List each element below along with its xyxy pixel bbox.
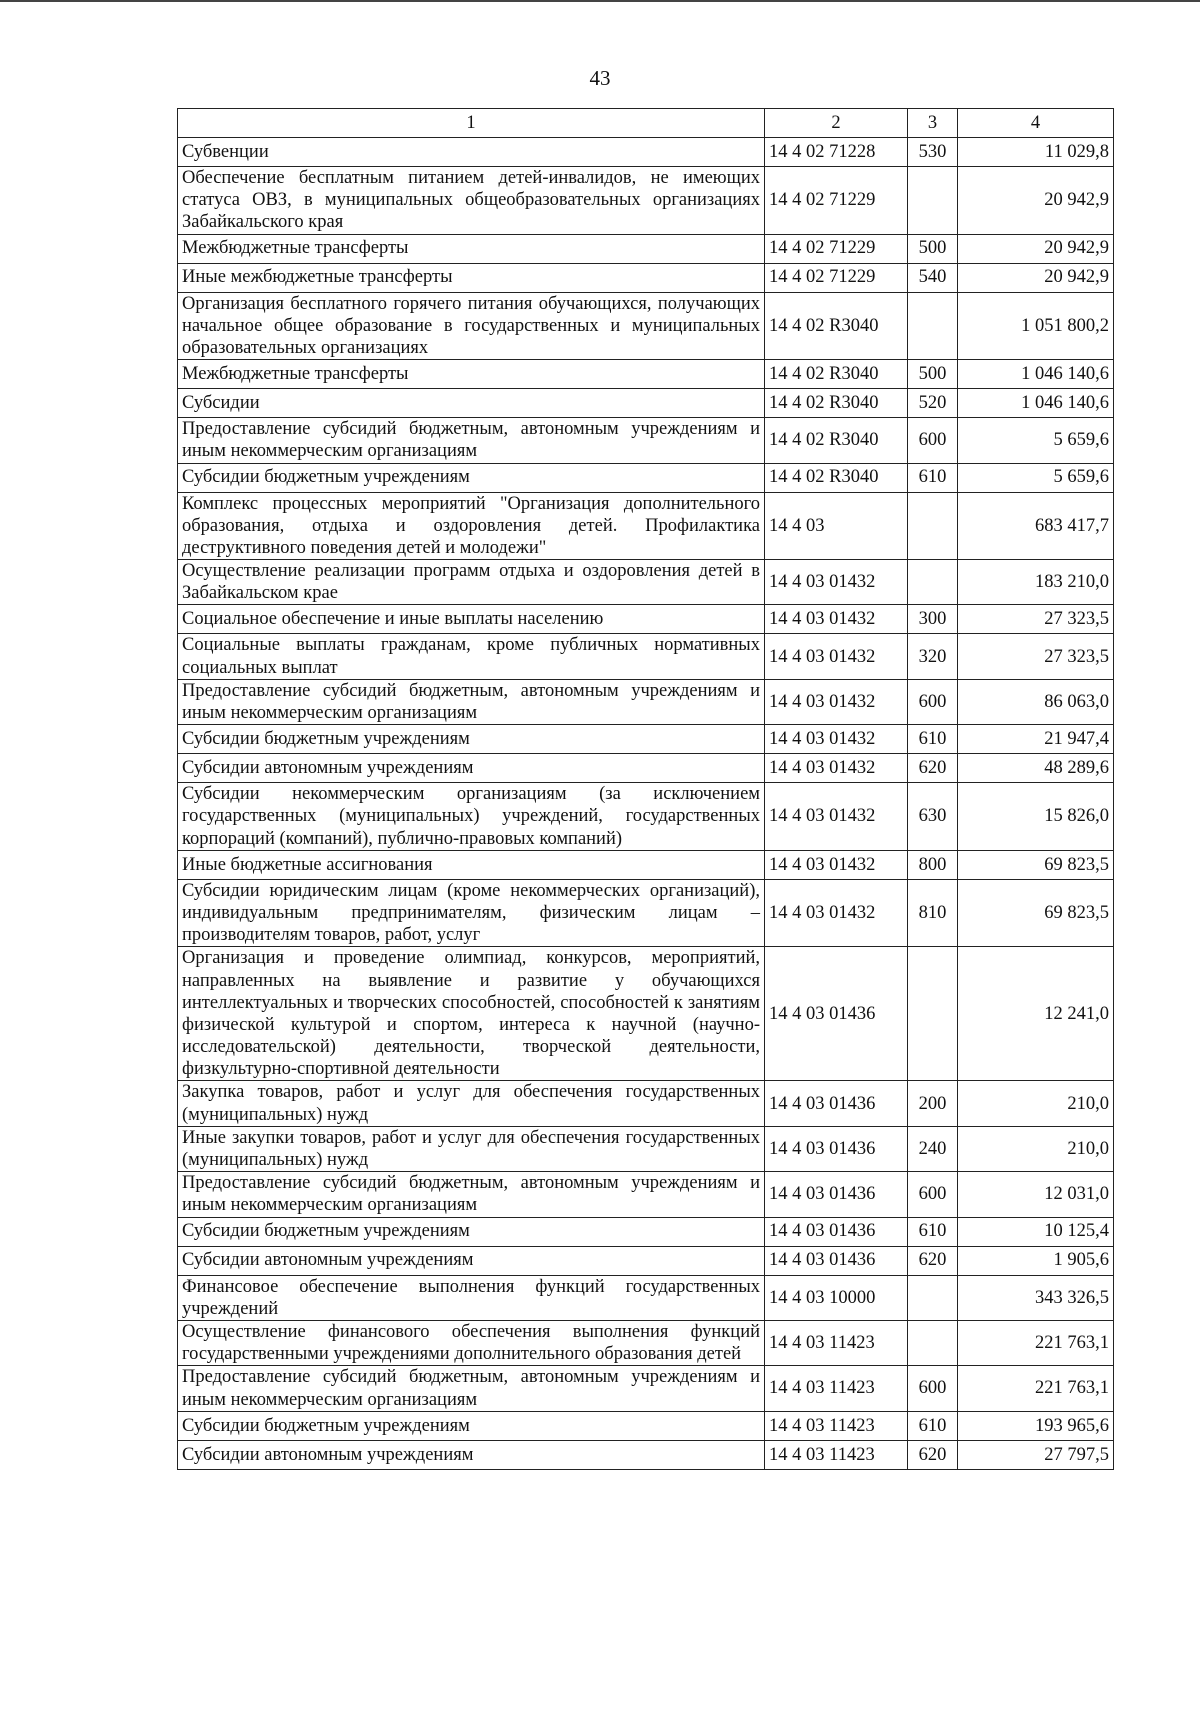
row-type-cell [908,492,958,560]
row-amount-cell: 5 659,6 [958,463,1114,492]
row-type-cell: 610 [908,1411,958,1440]
row-amount-cell: 210,0 [958,1081,1114,1126]
table-row [178,725,1114,754]
row-name-cell: Иные закупки товаров, работ и услуг для обеспечения государственных (муниципальных) нужд [178,1126,765,1171]
table-row [178,634,1114,679]
row-amount-cell: 11 029,8 [958,138,1114,167]
row-type-cell [908,560,958,605]
row-name-cell: Иные бюджетные ассигнования [178,850,765,879]
table-row [178,1366,1114,1411]
row-amount-cell: 1 905,6 [958,1246,1114,1275]
row-amount-cell: 210,0 [958,1126,1114,1171]
row-code-cell: 14 4 02 R3040 [765,360,908,389]
table-row [178,1172,1114,1217]
row-amount-cell: 20 942,9 [958,263,1114,292]
row-type-cell: 610 [908,463,958,492]
row-type-cell: 520 [908,389,958,418]
row-code-cell: 14 4 03 01432 [765,560,908,605]
row-amount-cell: 48 289,6 [958,754,1114,783]
row-code-cell: 14 4 03 10000 [765,1275,908,1320]
row-code-cell: 14 4 03 01432 [765,879,908,947]
row-code-cell: 14 4 02 71229 [765,263,908,292]
row-code-cell: 14 4 02 R3040 [765,418,908,463]
row-amount-cell: 27 323,5 [958,605,1114,634]
row-amount-cell: 183 210,0 [958,560,1114,605]
table-row [178,605,1114,634]
row-name-cell: Субсидии юридическим лицам (кроме некоммерческих организаций), индивидуальным предпринимателям, физическим лицам – производителям товаров, работ, услуг [178,879,765,947]
row-type-cell: 810 [908,879,958,947]
column-header: 3 [908,109,958,138]
row-name-cell: Комплекс процессных мероприятий "Организация дополнительного образования, отдыха и оздоровления детей. Профилактика деструктивного поведения детей и молодежи" [178,492,765,560]
table-row [178,234,1114,263]
table-row [178,1275,1114,1320]
row-code-cell: 14 4 03 01436 [765,947,908,1081]
row-type-cell: 540 [908,263,958,292]
table-row [178,1217,1114,1246]
row-amount-cell: 193 965,6 [958,1411,1114,1440]
row-type-cell [908,167,958,235]
row-type-cell [908,947,958,1081]
row-code-cell: 14 4 02 71229 [765,234,908,263]
column-header: 2 [765,109,908,138]
row-code-cell: 14 4 02 71228 [765,138,908,167]
row-name-cell: Субсидии автономным учреждениям [178,754,765,783]
row-amount-cell: 20 942,9 [958,234,1114,263]
budget-table [177,108,1114,1470]
row-type-cell [908,1275,958,1320]
table-row [178,1411,1114,1440]
row-name-cell: Субсидии бюджетным учреждениям [178,1217,765,1246]
row-code-cell: 14 4 03 11423 [765,1320,908,1365]
table-row [178,418,1114,463]
row-type-cell: 610 [908,1217,958,1246]
row-type-cell [908,292,958,360]
table-row [178,360,1114,389]
row-amount-cell: 12 241,0 [958,947,1114,1081]
row-type-cell: 500 [908,360,958,389]
row-code-cell: 14 4 03 11423 [765,1366,908,1411]
table-row [178,389,1114,418]
column-header: 1 [178,109,765,138]
table-row [178,292,1114,360]
table-row [178,879,1114,947]
row-type-cell: 530 [908,138,958,167]
row-amount-cell: 12 031,0 [958,1172,1114,1217]
row-amount-cell: 27 323,5 [958,634,1114,679]
scan-edge [0,0,1200,2]
row-name-cell: Предоставление субсидий бюджетным, автономным учреждениям и иным некоммерческим организациям [178,679,765,724]
row-type-cell: 600 [908,679,958,724]
row-amount-cell: 221 763,1 [958,1320,1114,1365]
header-row [178,109,1114,138]
table-row [178,850,1114,879]
row-code-cell: 14 4 03 01436 [765,1081,908,1126]
row-name-cell: Предоставление субсидий бюджетным, автономным учреждениям и иным некоммерческим организациям [178,1366,765,1411]
row-code-cell: 14 4 03 01432 [765,850,908,879]
row-type-cell: 620 [908,754,958,783]
row-code-cell: 14 4 02 R3040 [765,389,908,418]
row-amount-cell: 1 051 800,2 [958,292,1114,360]
row-name-cell: Субсидии автономным учреждениям [178,1440,765,1469]
row-code-cell: 14 4 03 01432 [765,634,908,679]
row-type-cell: 300 [908,605,958,634]
table-row [178,754,1114,783]
row-name-cell: Финансовое обеспечение выполнения функций государственных учреждений [178,1275,765,1320]
row-name-cell: Социальные выплаты гражданам, кроме публичных нормативных социальных выплат [178,634,765,679]
row-amount-cell: 5 659,6 [958,418,1114,463]
row-name-cell: Предоставление субсидий бюджетным, автономным учреждениям и иным некоммерческим организациям [178,1172,765,1217]
table-row [178,947,1114,1081]
row-name-cell: Межбюджетные трансферты [178,234,765,263]
row-amount-cell: 1 046 140,6 [958,389,1114,418]
row-type-cell: 320 [908,634,958,679]
table-row [178,560,1114,605]
row-name-cell: Закупка товаров, работ и услуг для обеспечения государственных (муниципальных) нужд [178,1081,765,1126]
table-row [178,1246,1114,1275]
row-name-cell: Предоставление субсидий бюджетным, автономным учреждениям и иным некоммерческим организациям [178,418,765,463]
row-code-cell: 14 4 03 01432 [765,754,908,783]
table-row [178,679,1114,724]
row-type-cell [908,1320,958,1365]
row-code-cell: 14 4 02 R3040 [765,292,908,360]
row-code-cell: 14 4 03 01436 [765,1126,908,1171]
row-type-cell: 800 [908,850,958,879]
row-amount-cell: 1 046 140,6 [958,360,1114,389]
row-code-cell: 14 4 03 01432 [765,725,908,754]
row-name-cell: Субвенции [178,138,765,167]
row-name-cell: Субсидии некоммерческим организациям (за исключением государственных (муниципальных) учреждений, государственных корпораций (компаний), публично-правовых компаний) [178,783,765,851]
row-code-cell: 14 4 02 71229 [765,167,908,235]
row-code-cell: 14 4 02 R3040 [765,463,908,492]
table-row [178,263,1114,292]
row-name-cell: Субсидии бюджетным учреждениям [178,1411,765,1440]
row-name-cell: Обеспечение бесплатным питанием детей-инвалидов, не имеющих статуса ОВЗ, в муниципальных общеобразовательных организациях Забайкальского края [178,167,765,235]
table-row [178,167,1114,235]
row-type-cell: 620 [908,1440,958,1469]
column-header: 4 [958,109,1114,138]
row-amount-cell: 343 326,5 [958,1275,1114,1320]
row-code-cell: 14 4 03 01436 [765,1172,908,1217]
table-row [178,1320,1114,1365]
row-code-cell: 14 4 03 01432 [765,605,908,634]
row-type-cell: 600 [908,1172,958,1217]
row-amount-cell: 20 942,9 [958,167,1114,235]
row-type-cell: 600 [908,1366,958,1411]
row-type-cell: 630 [908,783,958,851]
row-type-cell: 620 [908,1246,958,1275]
table-row [178,463,1114,492]
page-number: 43 [589,66,611,90]
row-name-cell: Межбюджетные трансферты [178,360,765,389]
table-row [178,1440,1114,1469]
row-amount-cell: 69 823,5 [958,879,1114,947]
table-row [178,1126,1114,1171]
table-body [178,138,1114,1470]
row-name-cell: Субсидии бюджетным учреждениям [178,725,765,754]
row-code-cell: 14 4 03 11423 [765,1411,908,1440]
row-name-cell: Субсидии бюджетным учреждениям [178,463,765,492]
row-name-cell: Осуществление реализации программ отдыха и оздоровления детей в Забайкальском крае [178,560,765,605]
row-amount-cell: 15 826,0 [958,783,1114,851]
row-code-cell: 14 4 03 01432 [765,783,908,851]
row-name-cell: Иные межбюджетные трансферты [178,263,765,292]
row-amount-cell: 21 947,4 [958,725,1114,754]
table-row [178,492,1114,560]
row-amount-cell: 683 417,7 [958,492,1114,560]
row-name-cell: Субсидии [178,389,765,418]
row-amount-cell: 86 063,0 [958,679,1114,724]
row-name-cell: Осуществление финансового обеспечения выполнения функций государственными учреждениями дополнительного образования детей [178,1320,765,1365]
row-name-cell: Социальное обеспечение и иные выплаты населению [178,605,765,634]
row-amount-cell: 221 763,1 [958,1366,1114,1411]
row-amount-cell: 69 823,5 [958,850,1114,879]
table-row [178,138,1114,167]
row-type-cell: 610 [908,725,958,754]
row-code-cell: 14 4 03 01436 [765,1246,908,1275]
row-name-cell: Организация бесплатного горячего питания обучающихся, получающих начальное общее образование в государственных и муниципальных образовательных организациях [178,292,765,360]
row-name-cell: Организация и проведение олимпиад, конкурсов, мероприятий, направленных на выявление и развитие у обучающихся интеллектуальных и творческих способностей, способностей к занятиям физической культурой и спортом, интереса к научной (научно-исследовательской) деятельности, творческой деятельности, физкультурно-спортивной деятельности [178,947,765,1081]
row-type-cell: 240 [908,1126,958,1171]
row-amount-cell: 27 797,5 [958,1440,1114,1469]
row-type-cell: 200 [908,1081,958,1126]
row-amount-cell: 10 125,4 [958,1217,1114,1246]
table-row [178,783,1114,851]
row-code-cell: 14 4 03 [765,492,908,560]
row-type-cell: 500 [908,234,958,263]
row-code-cell: 14 4 03 01436 [765,1217,908,1246]
row-code-cell: 14 4 03 01432 [765,679,908,724]
row-type-cell: 600 [908,418,958,463]
row-name-cell: Субсидии автономным учреждениям [178,1246,765,1275]
row-code-cell: 14 4 03 11423 [765,1440,908,1469]
table-row [178,1081,1114,1126]
